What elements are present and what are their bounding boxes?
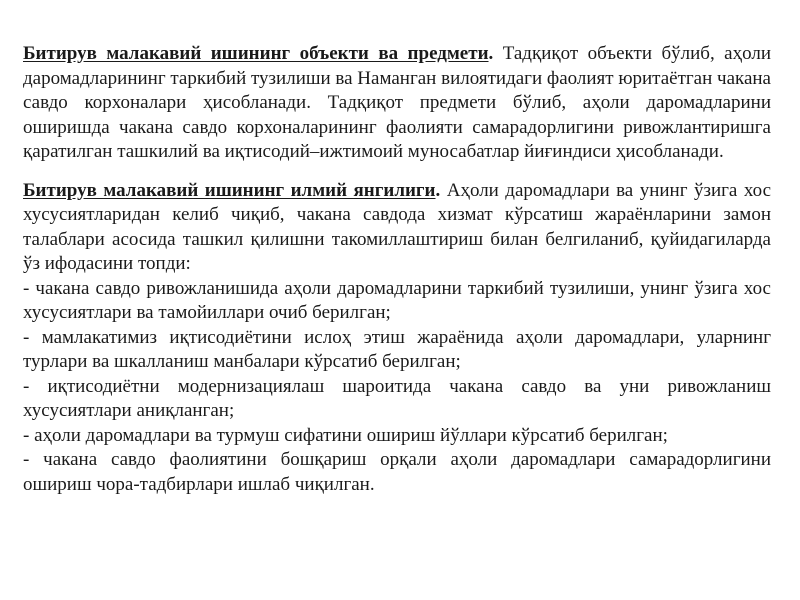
object-subject-heading-suffix: . [488, 43, 494, 64]
novelty-heading: Битирув малакавий ишининг илмий янгилиги [23, 179, 436, 201]
novelty-list-item: - иқтисодиётни модернизациялаш шароитида чакана савдо ва уни ривожланиш хусусиятлари аниқланган; [23, 375, 771, 421]
object-subject-paragraph [23, 42, 771, 165]
novelty-list-item: - аҳоли даромадлари ва турмуш сифатини ошириш йўллари кўрсатиб берилган; [23, 424, 668, 446]
novelty-intro-text: Аҳоли даромадлари ва унинг ўзига хос хусусиятларидан келиб чиқиб, чакана савдода хизмат кўрсатиш жараёнларини замон талаблари асосида ташкил қилишни такомиллаштириш билан белгиланиб, қуйидагиларда ўз ифодасини топди: [23, 179, 772, 274]
object-subject-heading: Битирув малакавий ишининг объекти ва предмети [23, 43, 489, 64]
novelty-heading-suffix: . [435, 179, 441, 201]
novelty-paragraph [23, 179, 771, 277]
object-subject-text: Тадқиқот объекти бўлиб, аҳоли даромадларининг таркибий тузилиши ва Наманган вилоятидаги фаолият юритаётган чакана савдо корхоналари ҳисобланади. Тадқиқот предмети бўлиб, аҳоли даромадларини оширишда чакана савдо корхоналарининг фаолияти самарадорлигини ривожлантиришга қаратилган ташкилий ва иқтисодий–ижтимоий муносабатлар йиғиндиси ҳисобланади. [23, 43, 771, 162]
novelty-list-item: - чакана савдо фаолиятини бошқариш орқали аҳоли даромадлари самарадорлигини ошириш чора-тадбирлари ишлаб чиқилган. [23, 449, 771, 495]
document-page [23, 42, 771, 497]
novelty-list-item: - чакана савдо ривожланишида аҳоли даромадларини таркибий тузилиши, унинг ўзига хос хусусиятлари ва тамойиллари очиб берилган; [23, 277, 771, 323]
novelty-list-item: - мамлакатимиз иқтисодиётини ислоҳ этиш жараёнида аҳоли даромадлари, уларнинг турлари ва шкалланиш манбалари кўрсатиб берилган; [23, 326, 771, 372]
